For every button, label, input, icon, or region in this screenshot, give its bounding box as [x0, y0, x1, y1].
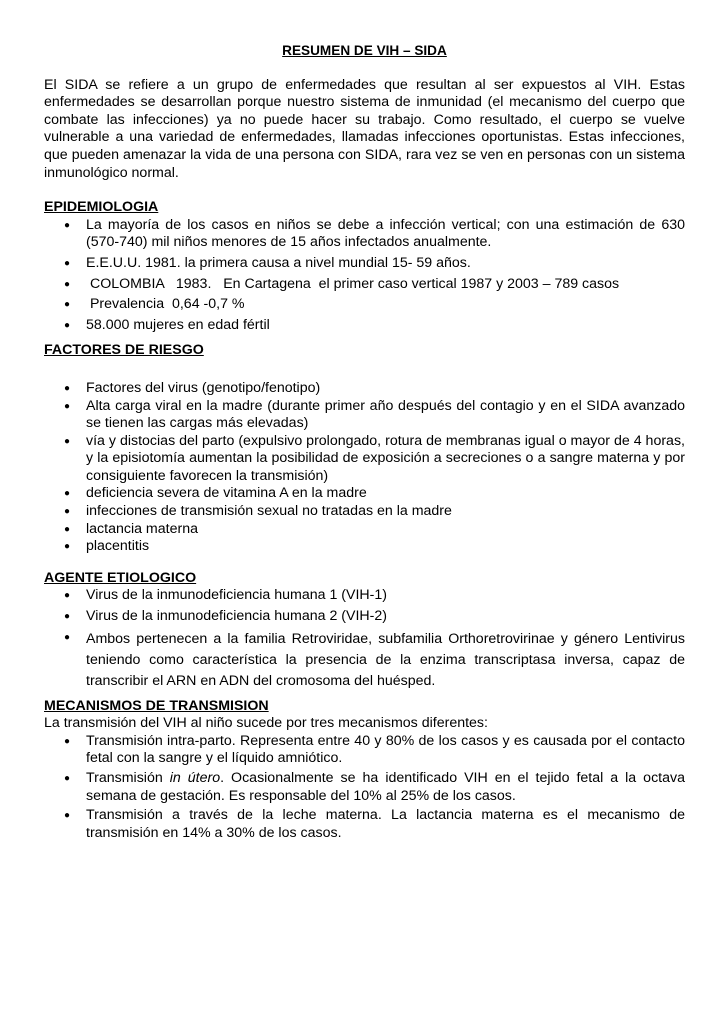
factores-list — [44, 380, 685, 556]
list-item: ● La mayoría de los casos en niños se debe a infección vertical; con una estimación de 630 (570-740) mil niños menores de 15 años infectados anualmente. — [86, 217, 685, 252]
list-item: ● Virus de la inmunodeficiencia humana 1 (VIH-1) — [86, 587, 685, 605]
document-title: RESUMEN DE VIH – SIDA — [282, 43, 447, 58]
list-item: ● Alta carga viral en la madre (durante primer año después del contagio y en el SIDA avanzado se tienen las cargas más elevadas) — [86, 398, 685, 433]
list-item: ● Virus de la inmunodeficiencia humana 2 (VIH-2) — [86, 608, 685, 626]
list-item: ● Transmisión intra-parto. Representa entre 40 y 80% de los casos y es causada por el contacto fetal con la sangre y el líquido amniótico. — [86, 733, 685, 768]
agente-heading: AGENTE ETIOLOGICO — [44, 569, 197, 586]
epidemiologia-heading: EPIDEMIOLOGIA — [44, 199, 159, 216]
intro-paragraph: El SIDA se refiere a un grupo de enfermedades que resultan al ser expuestos al VIH. Estas enfermedades se desarrollan porque nuestro sistema de inmunidad (el mecanismo del cuerpo que combate las infecciones) ya no puede hacer su trabajo. Como resultado, el cuerpo se vuelve vulnerable a una variedad de enfermedades, llamadas infecciones oportunistas. Estas infecciones, que pueden amenazar la vida de una persona con SIDA, rara vez se ven en personas con un sistema inmunológico normal. — [44, 76, 685, 181]
mecanismos-list — [44, 733, 685, 843]
list-item: ● lactancia materna — [86, 521, 685, 539]
factores-heading: FACTORES DE RIESGO — [44, 342, 204, 359]
item-text: . Ocasionalmente se ha identificado VIH en el tejido fetal a la octava semana de gestación. Es responsable del 10% al 25% de los casos. — [86, 770, 685, 804]
list-item: ● Transmisión a través de la leche materna. La lactancia materna es el mecanismo de transmisión en 14% a 30% de los casos. — [86, 807, 685, 842]
document-content — [44, 42, 685, 844]
item-text: Transmisión — [86, 770, 170, 786]
item-text-italic: in útero — [169, 770, 221, 786]
list-item: ● placentitis — [86, 538, 685, 556]
list-item: ● Ambos pertenecen a la familia Retroviridae, subfamilia Orthoretrovirinae y género Lentivirus teniendo como característica la presencia de la enzima transcriptasa inversa, capaz de transcribir el ARN en ADN del cromosoma del huésped. — [86, 629, 685, 692]
list-item: ● Prevalencia 0,64 -0,7 % — [86, 296, 685, 314]
list-item: ● deficiencia severa de vitamina A en la madre — [86, 485, 685, 503]
epidemiologia-list — [44, 217, 685, 335]
agente-list — [44, 587, 685, 691]
list-item: ● infecciones de transmisión sexual no tratadas en la madre — [86, 503, 685, 521]
list-item: ● COLOMBIA 1983. En Cartagena el primer caso vertical 1987 y 2003 – 789 casos — [86, 276, 685, 294]
list-item: ● vía y distocias del parto (expulsivo prolongado, rotura de membranas igual o mayor de 4 horas, y la episiotomía aumentan la posibilidad de exposición a secreciones o a sangre materna y por consiguiente favorecen la transmisión) — [86, 433, 685, 486]
mecanismos-heading: MECANISMOS DE TRANSMISION — [44, 697, 269, 714]
mecanismos-intro: La transmisión del VIH al niño sucede por tres mecanismos diferentes: — [44, 715, 488, 732]
list-item: ● 58.000 mujeres en edad fértil — [86, 317, 685, 335]
list-item: ● Factores del virus (genotipo/fenotipo) — [86, 380, 685, 398]
list-item — [86, 770, 685, 805]
list-item: ● E.E.U.U. 1981. la primera causa a nivel mundial 15- 59 años. — [86, 255, 685, 273]
